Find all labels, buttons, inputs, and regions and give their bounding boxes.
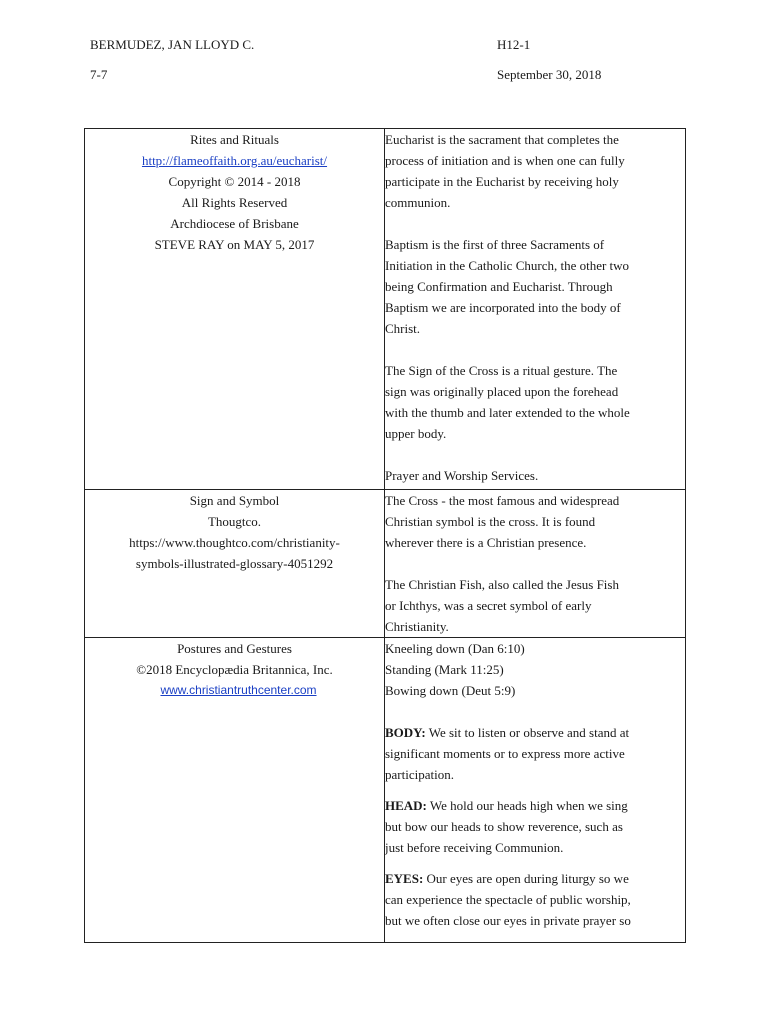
source-url: symbols-illustrated-glossary-4051292 [135,556,334,571]
paragraph [385,465,685,486]
notes-cell [385,129,686,490]
source-cell [85,129,385,490]
table-row [85,490,686,638]
source-author: STEVE RAY on MAY 5, 2017 [154,237,315,252]
text-line: but bow our heads to show reverence, such as [385,819,623,834]
text-line: or Ichthys, was a secret symbol of early [385,598,592,613]
notes-table [84,128,686,943]
text-line: Christ. [385,321,421,336]
spacer [385,701,685,722]
posture-item: Standing (Mark 11:25) [385,662,504,677]
paragraph [385,234,685,339]
text-line: Eucharist is the sacrament that completes the [385,132,619,147]
posture-item: Kneeling down (Dan 6:10) [385,641,525,656]
source-cell [85,490,385,638]
text-line: The Sign of the Cross is a ritual gesture. The [385,363,618,378]
text-line: Christian symbol is the cross. It is found [385,514,596,529]
text-line: Christianity. [385,619,449,634]
posture-item: Bowing down (Deut 5:9) [385,683,516,698]
text-line: Baptism we are incorporated into the body of [385,300,621,315]
spacer [385,553,685,574]
notes-cell [385,638,686,943]
source-cell [85,638,385,943]
notes-cell [385,490,686,638]
text-line: participation. [385,767,454,782]
eyes-paragraph [385,868,685,931]
text-line: sign was originally placed upon the forehead [385,384,619,399]
text-line: The Christian Fish, also called the Jesus Fish [385,577,619,592]
source-url: https://www.thoughtco.com/christianity- [129,535,340,550]
paragraph [385,490,685,553]
text-line: participate in the Eucharist by receiving holy [385,174,619,189]
source-link[interactable]: www.christiantruthcenter.com [160,683,317,697]
section-code: H12-1 [497,37,531,52]
text-line: just before receiving Communion. [385,840,564,855]
source-copyright: Copyright © 2014 - 2018 [168,174,301,189]
text-line: wherever there is a Christian presence. [385,535,587,550]
source-copyright: ©2018 Encyclopædia Britannica, Inc. [136,662,333,677]
spacer [385,339,685,360]
text-line: We hold our heads high when we sing [426,798,628,813]
body-paragraph [385,722,685,785]
text-line: being Confirmation and Eucharist. Through [385,279,613,294]
source-publisher: Archdiocese of Brisbane [170,216,299,231]
text-line: communion. [385,195,451,210]
student-name: BERMUDEZ, JAN LLOYD C. [90,37,255,52]
text-line: significant moments or to express more active [385,746,625,761]
text-line: We sit to listen or observe and stand at [425,725,630,740]
text-line: upper body. [385,426,447,441]
text-line: process of initiation and is when one can fully [385,153,625,168]
text-line: but we often close our eyes in private prayer so [385,913,631,928]
spacer [385,213,685,234]
head-paragraph [385,795,685,858]
text-line: can experience the spectacle of public worship, [385,892,631,907]
item-number: 7-7 [90,67,108,82]
text-line: with the thumb and later extended to the whole [385,405,630,420]
text-line: The Cross - the most famous and widespread [385,493,620,508]
table-row [85,129,686,490]
text-line: Prayer and Worship Services. [385,468,539,483]
source-link[interactable]: http://flameoffaith.org.au/eucharist/ [141,153,328,168]
head-label: HEAD: [385,798,427,813]
topic-title: Rites and Rituals [190,132,279,147]
paragraph [385,574,685,637]
paragraph [385,129,685,213]
source-rights: All Rights Reserved [181,195,288,210]
topic-title: Sign and Symbol [189,493,280,508]
source-publisher: Thougtco. [207,514,262,529]
table-row [85,638,686,943]
body-label: BODY: [385,725,426,740]
text-line: Baptism is the first of three Sacraments of [385,237,605,252]
paragraph [385,360,685,444]
eyes-label: EYES: [385,871,424,886]
spacer [385,444,685,465]
document-date: September 30, 2018 [497,67,602,82]
topic-title: Postures and Gestures [177,641,292,656]
text-line: Our eyes are open during liturgy so we [423,871,629,886]
text-line: Initiation in the Catholic Church, the other two [385,258,630,273]
